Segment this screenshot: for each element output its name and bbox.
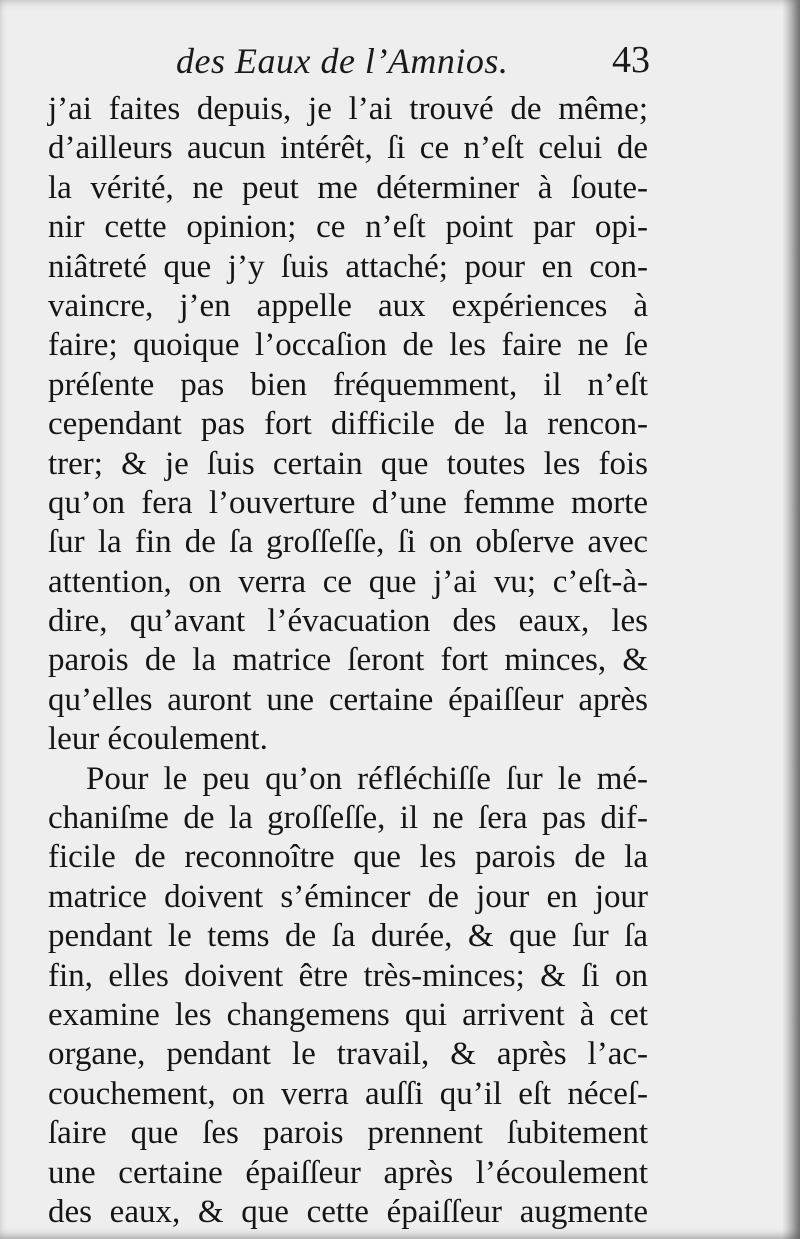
text-line: qu’elles auront une certaine épaiſſeur après — [48, 681, 648, 718]
text-line: ſaire que ſes parois prennent ſubitement — [48, 1115, 648, 1152]
text-line: préſente pas bien fréquemment, il n’eſt — [48, 366, 648, 403]
text-line: organe, pendant le travail, & après l’ac- — [48, 1036, 648, 1073]
text-line: la vérité, ne peut me déterminer à ſoute- — [48, 169, 648, 206]
text-line: pendant le tems de ſa durée, & que ſur ſa — [48, 918, 648, 955]
page-edge-shadow — [782, 0, 800, 1239]
text-line: couchement, on verra auſſi qu’il eſt néceſ- — [48, 1075, 648, 1112]
text-line: attention, on verra ce que j’ai vu; c’eſt-à- — [48, 563, 648, 600]
text-line: dire, qu’avant l’évacuation des eaux, les — [48, 603, 648, 640]
text-line: vaincre, j’en appelle aux expériences à — [48, 287, 648, 324]
text-line: ſur la fin de ſa groſſeſſe, ſi on obſerve avec — [48, 524, 648, 561]
text-line: j’ai faites depuis, je l’ai trouvé de même; — [48, 91, 648, 127]
body-text — [48, 90, 648, 1232]
text-line: fin, elles doivent être très-minces; & ſi on — [48, 957, 648, 994]
text-line: cependant pas fort difficile de la rencon- — [48, 406, 648, 443]
text-line: qu’on fera l’ouverture d’une femme morte — [48, 484, 648, 521]
text-line: matrice doivent s’émincer de jour en jour — [48, 878, 648, 915]
text-line: niâtreté que j’y ſuis attaché; pour en con- — [48, 248, 648, 285]
text-line: parois de la matrice ſeront fort minces, & — [48, 642, 648, 679]
text-line: d’ailleurs aucun intérêt, ſi ce n’eſt celui de — [48, 130, 648, 167]
text-line: chaniſme de la groſſeſſe, il ne ſera pas dif- — [48, 800, 648, 837]
text-line: faire; quoique l’occaſion de les faire ne ſe — [48, 327, 648, 364]
text-line: ficile de reconnoître que les parois de la — [48, 839, 648, 876]
paragraph-end-line: leur écoulement. — [48, 721, 268, 758]
text-line: nir cette opinion; ce n’eſt point par opi- — [48, 209, 648, 246]
text-line: examine les changemens qui arrivent à cet — [48, 996, 648, 1033]
text-line: une certaine épaiſſeur après l’écoulement — [48, 1154, 648, 1191]
text-line: trer; & je ſuis certain que toutes les fois — [48, 445, 648, 482]
running-title: des Eaux de l’Amnios. — [176, 41, 509, 81]
page-number: 43 — [612, 39, 650, 81]
running-head — [170, 38, 650, 86]
text-line: des eaux, & que cette épaiſſeur augmente — [48, 1193, 648, 1230]
paragraph-first-line: Pour le peu qu’on réfléchiſſe ſur le mé- — [86, 760, 648, 797]
